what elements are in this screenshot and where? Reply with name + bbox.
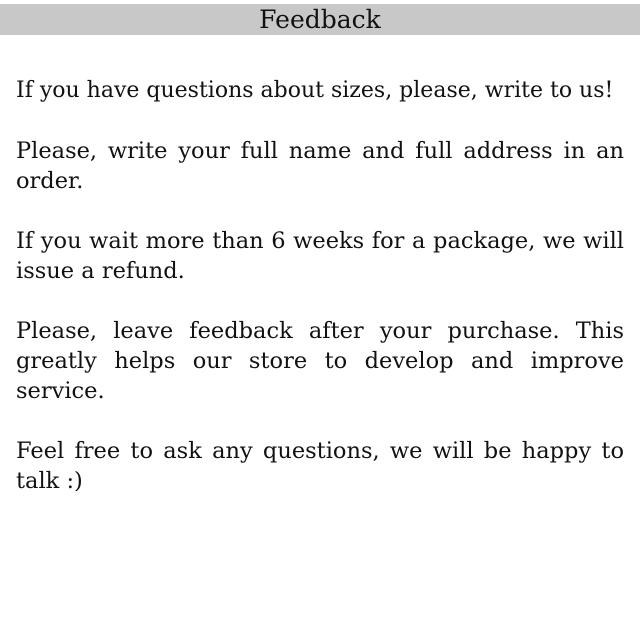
paragraph-sizes-question: If you have questions about sizes, please, write to us! (16, 78, 614, 103)
paragraph-refund: If you wait more than 6 weeks for a package, we will issue a refund. (16, 228, 624, 284)
paragraph-name-address: Please, write your full name and full address in an order. (16, 138, 624, 194)
header-bar (0, 4, 640, 35)
page-title: Feedback (259, 5, 381, 34)
paragraph-ask-questions: Feel free to ask any questions, we will be happy to talk :) (16, 438, 624, 494)
feedback-content (16, 76, 624, 526)
paragraph-leave-feedback: Please, leave feedback after your purchase. This greatly helps our store to develop and improve service. (16, 318, 624, 404)
